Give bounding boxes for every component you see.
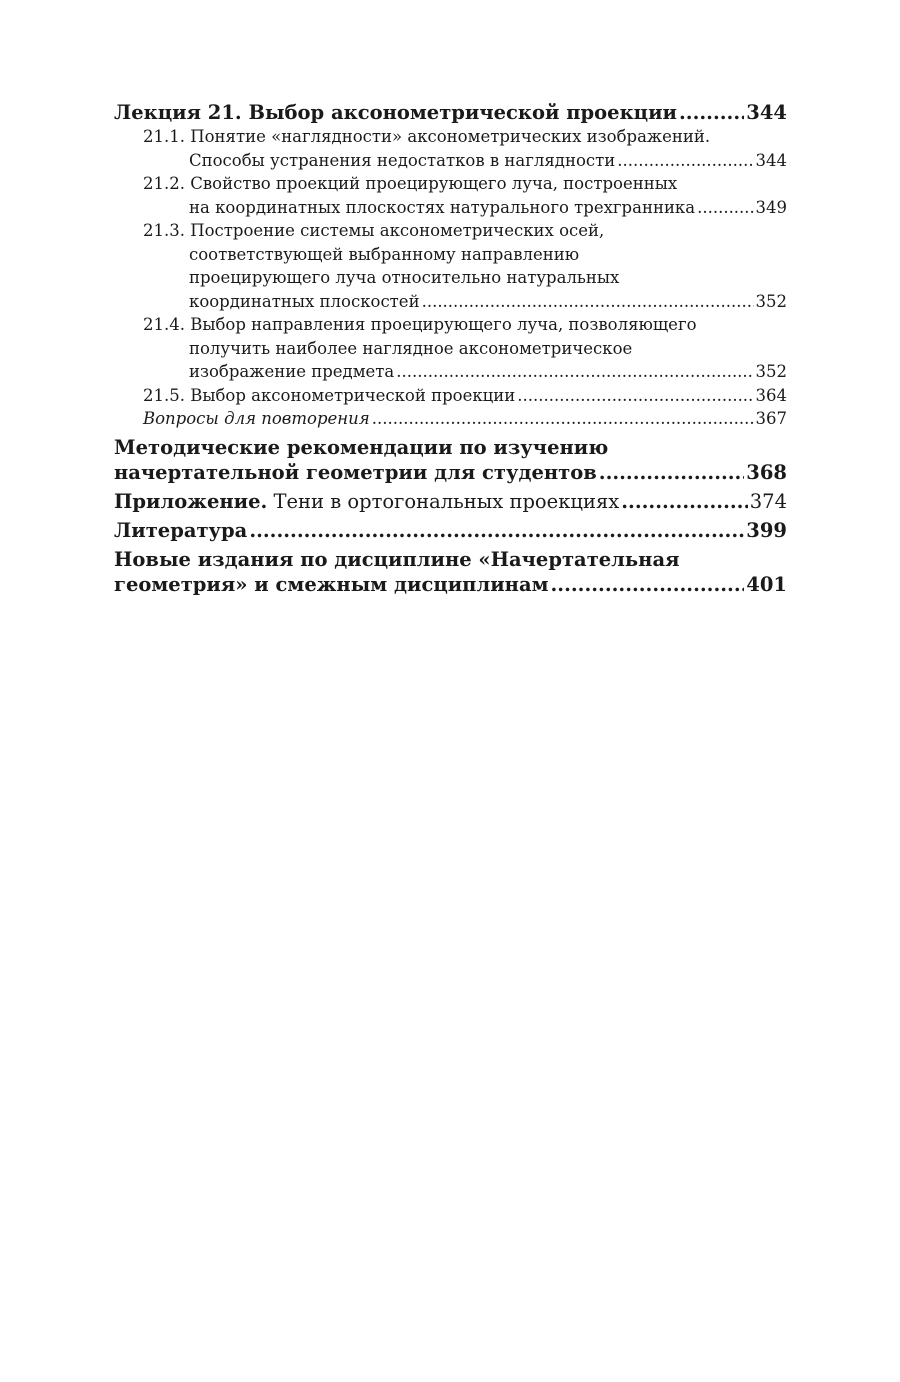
toc-entry-line: 21.1. Понятие «наглядности» аксонометрических изображений. (143, 127, 711, 146)
toc-entry-line: 21.2. Свойство проекций проецирующего луча, построенных (143, 174, 678, 193)
dot-leader (621, 489, 748, 514)
toc-entry-21-4[interactable] (114, 313, 787, 384)
toc-entry-21-5[interactable] (114, 384, 787, 408)
toc-entry-appendix[interactable] (114, 489, 787, 514)
dot-leader (249, 518, 744, 543)
dot-leader (679, 100, 744, 125)
toc-entry-line: геометрия» и смежным дисциплинам (114, 572, 549, 596)
toc-entry-21-3[interactable] (114, 219, 787, 313)
appendix-title: Тени в ортогональных проекциях (267, 489, 620, 513)
toc-page-number: 344 (746, 101, 787, 124)
table-of-contents (114, 100, 787, 597)
toc-entry-line: 21.5. Выбор аксонометрической проекции (143, 385, 516, 405)
dot-leader (697, 196, 753, 220)
toc-entry-line: соответствующей выбранному направлению (189, 244, 580, 264)
toc-entry-literature[interactable] (114, 518, 787, 543)
appendix-label: Приложение. (114, 489, 268, 513)
dot-leader (422, 290, 754, 314)
toc-page-number: 352 (755, 291, 787, 311)
toc-page-number: 367 (755, 409, 787, 428)
dot-leader (517, 384, 753, 408)
toc-page-number: 364 (755, 385, 787, 405)
dot-leader (372, 407, 754, 431)
toc-entry-line: Новые издания по дисциплине «Начертательная (114, 547, 680, 571)
toc-entry-line: проецирующего луча относительно натуральных (189, 268, 620, 287)
toc-entry-lecture-21[interactable] (114, 100, 787, 125)
toc-page-number: 399 (746, 518, 787, 542)
toc-entry-title (114, 489, 619, 514)
toc-page-number: 401 (746, 572, 787, 596)
toc-entry-21-1[interactable] (114, 125, 787, 172)
toc-entry-line: изображение предмета (189, 362, 395, 381)
toc-sublist (114, 125, 787, 431)
toc-page-number: 374 (749, 489, 787, 513)
toc-page-number: 352 (755, 362, 787, 381)
toc-entry-line: Вопросы для повторения (143, 409, 370, 428)
toc-entry-title: Лекция 21. Выбор аксонометрической проекции (114, 101, 678, 124)
toc-entry-title: Литература (114, 518, 248, 542)
toc-entry-line: 21.4. Выбор направления проецирующего луча, позволяющего (143, 315, 697, 334)
toc-entry-new-editions[interactable] (114, 547, 787, 597)
toc-entry-line: координатных плоскостей (189, 291, 420, 311)
dot-leader (551, 572, 745, 597)
toc-entry-line: Способы устранения недостатков в наглядности (189, 150, 616, 170)
toc-entry-21-2[interactable] (114, 172, 787, 219)
toc-entry-line: 21.3. Построение системы аксонометрических осей, (143, 221, 605, 240)
dot-leader (617, 149, 753, 173)
dot-leader (396, 360, 753, 384)
toc-page-number: 349 (755, 197, 787, 217)
toc-entry-review-questions[interactable] (114, 407, 787, 431)
toc-page-number: 344 (755, 150, 787, 170)
dot-leader (599, 460, 745, 485)
toc-entry-methodical-recommendations[interactable] (114, 435, 787, 485)
toc-entry-line: Методические рекомендации по изучению (114, 435, 609, 459)
toc-page-number: 368 (746, 460, 787, 484)
toc-entry-line: начертательной геометрии для студентов (114, 460, 597, 484)
toc-entry-line: на координатных плоскостях натурального трехгранника (189, 197, 696, 217)
toc-entry-line: получить наиболее наглядное аксонометрическое (189, 338, 633, 358)
